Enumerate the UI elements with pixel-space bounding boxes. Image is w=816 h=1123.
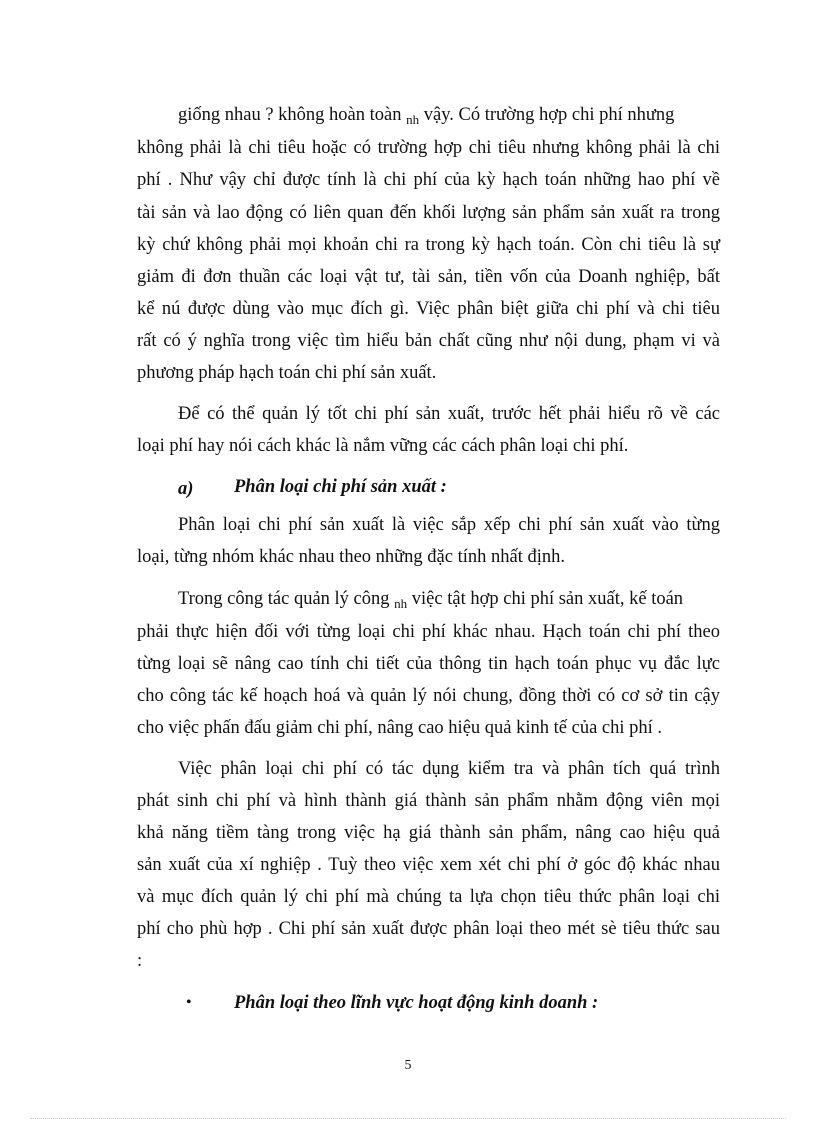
- section-heading: Phân loại chi phí sản xuất :: [234, 477, 447, 497]
- paragraph5-line: khả năng tiềm tàng trong việc hạ giá thành sản phẩm, nâng cao hiệu quả: [137, 823, 720, 843]
- paragraph1-line1: [178, 104, 674, 131]
- page-bottom-divider: [30, 1118, 786, 1119]
- subscript-text: nh: [406, 112, 420, 127]
- paragraph4-line: phải thực hiện đối với từng loại chi phí khác nhau. Hạch toán chi phí theo: [137, 622, 720, 642]
- paragraph1-line: tài sản và lao động có liên quan đến khối lượng sản phẩm sản xuất ra trong: [137, 203, 720, 223]
- text-run: việc tật hợp chi phí sản xuất, kế toán: [407, 589, 684, 609]
- paragraph5-line: sản xuất của xí nghiệp . Tuỳ theo việc xem xét chi phí ở góc độ khác nhau: [137, 855, 720, 875]
- paragraph1-last-line: phương pháp hạch toán chi phí sản xuất.: [137, 363, 437, 383]
- paragraph3-line1: Phân loại chi phí sản xuất là việc sắp xếp chi phí sản xuất vào từng: [178, 515, 720, 535]
- paragraph3-last-line: loại, từng nhóm khác nhau theo những đặc tính nhất định.: [137, 547, 566, 567]
- page-number: 5: [404, 1058, 412, 1073]
- paragraph1-line: kể nú được dùng vào mục đích gì. Việc phân biệt giữa chi phí và chi tiêu: [137, 299, 720, 319]
- paragraph4-line: từng loại sẽ nâng cao tính chi tiết của thông tin hạch toán phục vụ đắc lực: [137, 654, 720, 674]
- paragraph5-line: phí cho phù hợp . Chi phí sản xuất được phân loại theo mét sè tiêu thức sau: [137, 919, 720, 939]
- paragraph1-line: rất có ý nghĩa trong việc tìm hiểu bản chất cũng như nội dung, phạm vi và: [137, 331, 720, 351]
- paragraph1-line: không phải là chi tiêu hoặc có trường hợp chi tiêu nhưng không phải là chi: [137, 138, 720, 158]
- text-run: Trong công tác quản lý công: [178, 589, 395, 609]
- subscript-text: nh: [394, 596, 408, 611]
- bullet-icon: •: [186, 994, 192, 1011]
- bullet-heading: Phân loại theo lĩnh vực hoạt động kinh doanh :: [234, 993, 599, 1013]
- text-run: giống nhau ? không hoàn toàn: [178, 105, 407, 125]
- paragraph5-last-line: :: [137, 951, 143, 971]
- paragraph5-line: phát sinh chi phí và hình thành giá thành sản phẩm nhằm động viên mọi: [137, 791, 720, 811]
- paragraph4-line1: [178, 588, 683, 615]
- paragraph4-last-line: cho việc phấn đấu giảm chi phí, nâng cao hiệu quả kinh tế của chi phí .: [137, 718, 663, 738]
- paragraph1-line: kỳ chứ không phải mọi khoản chi ra trong kỳ hạch toán. Còn chi tiêu là sự: [137, 235, 720, 255]
- text-run: vậy. Có trường hợp chi phí nhưng: [419, 105, 675, 125]
- paragraph2-last-line: loại phí hay nói cách khác là nắm vững các cách phân loại chi phí.: [137, 436, 629, 456]
- paragraph1-line: phí . Như vậy chỉ được tính là chi phí của kỳ hạch toán những hao phí về: [137, 170, 720, 190]
- paragraph2-line1: Để có thể quản lý tốt chi phí sản xuất, trước hết phải hiểu rõ về các: [178, 404, 720, 424]
- paragraph4-line: cho công tác kế hoạch hoá và quản lý nói chung, đồng thời có cơ sở tin cậy: [137, 686, 720, 706]
- paragraph1-line: giảm đi đơn thuần các loại vật tư, tài sản, tiền vốn của Doanh nghiệp, bất: [137, 267, 720, 287]
- paragraph5-line: và mục đích quản lý chi phí mà chúng ta lựa chọn tiêu thức phân loại chi: [137, 887, 720, 907]
- section-marker: a): [178, 479, 194, 499]
- paragraph5-line1: Việc phân loại chi phí có tác dụng kiểm tra và phân tích quá trình: [178, 759, 720, 779]
